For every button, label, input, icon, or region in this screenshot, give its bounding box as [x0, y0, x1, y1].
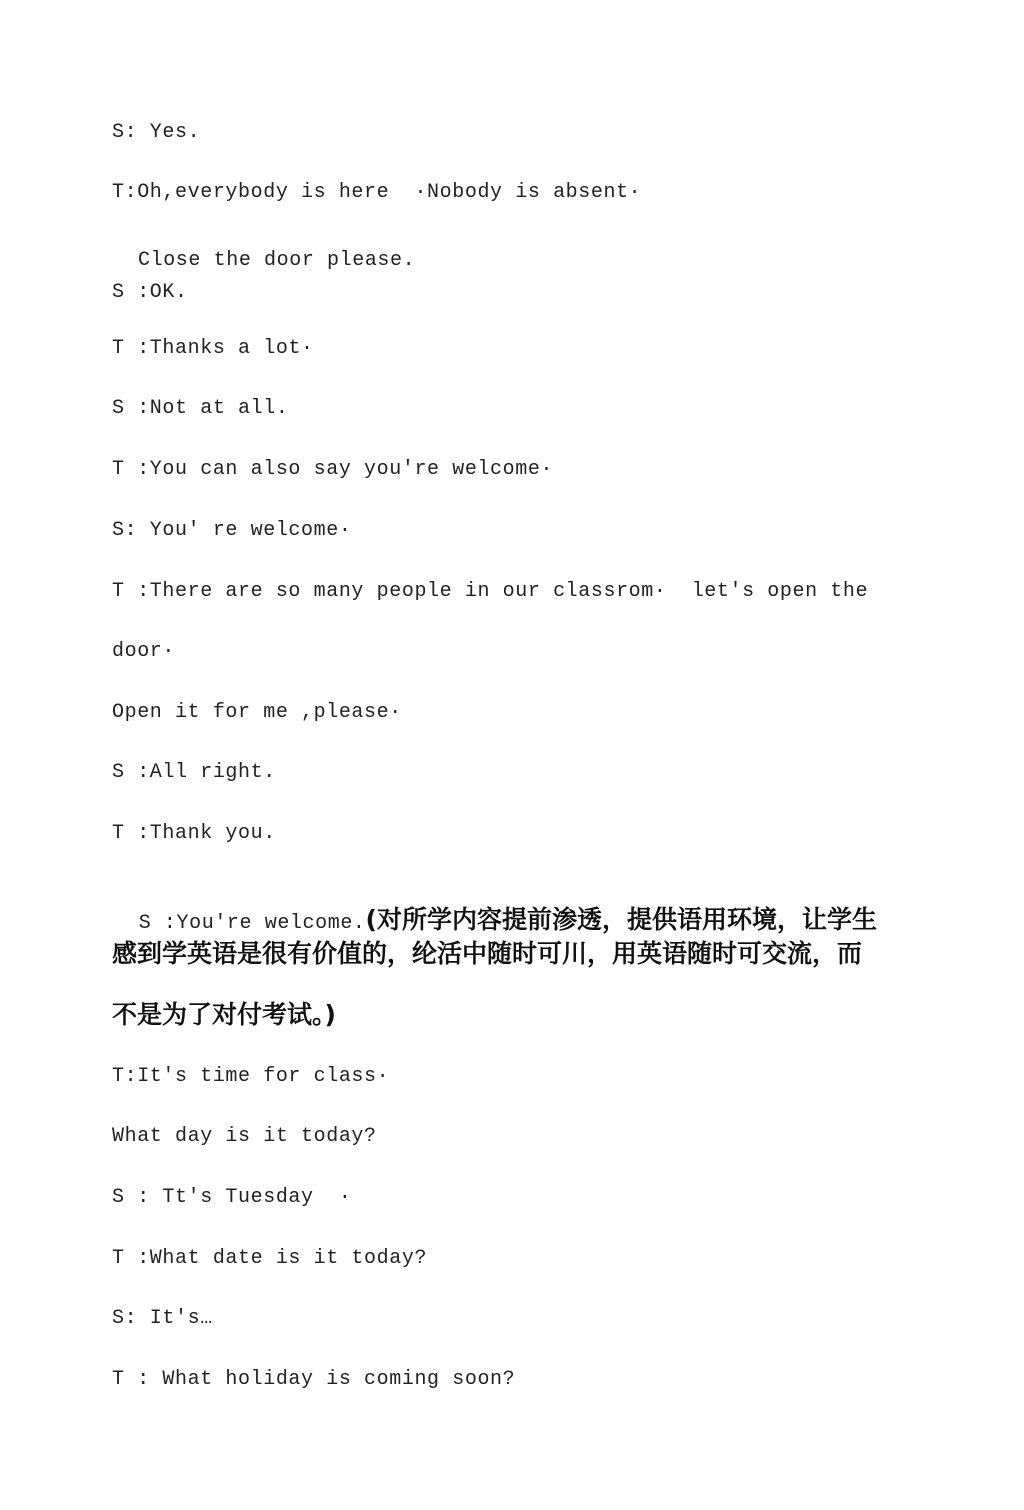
dialogue-line-10: door·: [112, 640, 176, 663]
dialogue-line-21: T :What date is it today?: [112, 1247, 428, 1270]
dialogue-line-13: T :Thank you.: [112, 822, 276, 845]
dialogue-line-1: S: Yes.: [112, 121, 201, 144]
dialogue-line-6: S :Not at all.: [112, 397, 289, 420]
dialogue-line-19: What day is it today?: [112, 1125, 377, 1148]
dialogue-line-9: T :There are so many people in our classrom· let's open the: [112, 580, 869, 603]
dialogue-line-11: Open it for me ,please·: [112, 701, 402, 724]
dialogue-line-5: T :Thanks a lot·: [112, 337, 314, 360]
dialogue-line-2: T:Oh,everybody is here ·Nobody is absent·: [112, 181, 642, 204]
dialogue-line-12: S :All right.: [112, 761, 276, 784]
dialogue-line-7: T :You can also say you're welcome·: [112, 458, 554, 481]
dialogue-line-18: T:It's time for class·: [112, 1065, 390, 1088]
dialogue-line-23: T : What holiday is coming soon?: [112, 1368, 516, 1391]
dialogue-line-22: S: It's…: [112, 1307, 213, 1330]
dialogue-line-20: S : Tt's Tuesday ·: [112, 1186, 352, 1209]
dialogue-line-3: Close the door please.: [138, 249, 416, 272]
dialogue-line-4: S :OK.: [112, 281, 188, 304]
dialogue-line-8: S: You' re welcome·: [112, 519, 352, 542]
teaching-note-part-2: 感到学英语是很有价值的，纶活中随时可川，用英语随时可交流，而: [112, 939, 863, 968]
dialogue-line-14: S :You're welcome.: [138, 912, 366, 935]
teaching-note-part-1: (对所学内容提前渗透，提供语用环境，让学生: [365, 905, 877, 934]
teaching-note-part-3: 不是为了对付考试。): [112, 1000, 336, 1029]
